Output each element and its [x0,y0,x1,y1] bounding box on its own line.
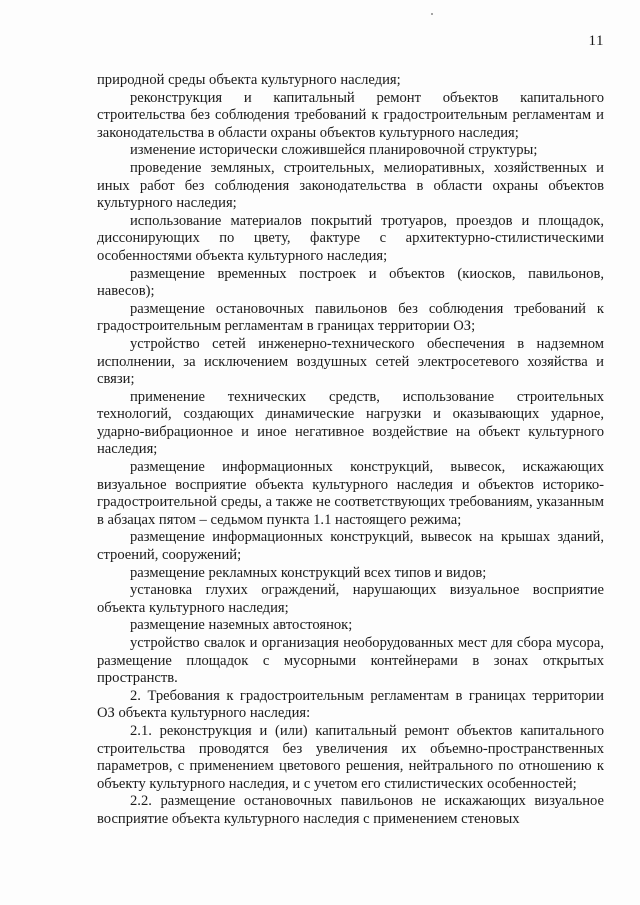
paragraph: проведение земляных, строительных, мелиоративных, хозяйственных и иных работ без соблюдения законодательства в области охраны объектов культурного наследия; [97,159,604,212]
subsection-2-1: 2.1. реконструкция и (или) капитальный ремонт объектов капитального строительства проводятся без увеличения их объемно-пространственных параметров, с применением цветового решения, нейтрального по отношению к объекту культурного наследия, и с учетом его стилистических особенностей; [97,722,604,792]
scan-speck [431,13,433,15]
page-number: 11 [588,33,604,49]
paragraph: реконструкция и капитальный ремонт объектов капитального строительства без соблюдения требований к градостроительным регламентам и законодательства в области охраны объектов культурного наследия; [97,89,604,141]
paragraph: установка глухих ограждений, нарушающих визуальное восприятие объекта культурного наследия; [97,582,604,616]
paragraph-continuation: природной среды объекта культурного наследия; [97,72,401,88]
paragraph: размещение остановочных павильонов без соблюдения требований к градостроительным регламентам в границах территории ОЗ; [97,300,604,335]
paragraph: размещение рекламных конструкций всех типов и видов; [130,564,487,581]
paragraph: применение технических средств, использование строительных технологий, создающих динамические нагрузки и оказывающих ударное, ударно-вибрационное и иное негативное воздействие на объект культурного наследия; [97,388,604,458]
paragraph: использование материалов покрытий тротуаров, проездов и площадок, диссонирующих по цвету, фактуре с архитектурно-стилистическими особенностями объекта культурного наследия; [97,212,604,264]
section-heading-2: 2. Требования к градостроительным регламентам в границах территории ОЗ объекта культурного наследия: [97,687,604,722]
paragraph: размещение наземных автостоянок; [130,617,353,634]
paragraph: устройство сетей инженерно-технического обеспечения в надземном исполнении, за исключением воздушных сетей электросетевого хозяйства и связи; [97,335,604,388]
paragraph: размещение информационных конструкций, вывесок на крышах зданий, строений, сооружений; [97,529,604,564]
paragraph: размещение информационных конструкций, вывесок, искажающих визуальное восприятие объекта культурного наследия и объектов историко-градостроительной среды, а также не соответствующих требованиям, указанным в абзацах пятом – седьмом пункта 1.1 настоящего режима; [97,459,604,528]
paragraph: размещение временных построек и объектов (киосков, павильонов, навесов); [97,265,604,300]
subsection-2-2: 2.2. размещение остановочных павильонов не искажающих визуальное восприятие объекта культурного наследия с применением стеновых [97,793,604,827]
paragraph: устройство свалок и организация необорудованных мест для сбора мусора, размещение площадок с мусорными контейнерами в зонах открытых пространств. [97,635,604,687]
document-body [97,72,604,829]
paragraph: изменение исторически сложившейся планировочной структуры; [130,142,538,159]
